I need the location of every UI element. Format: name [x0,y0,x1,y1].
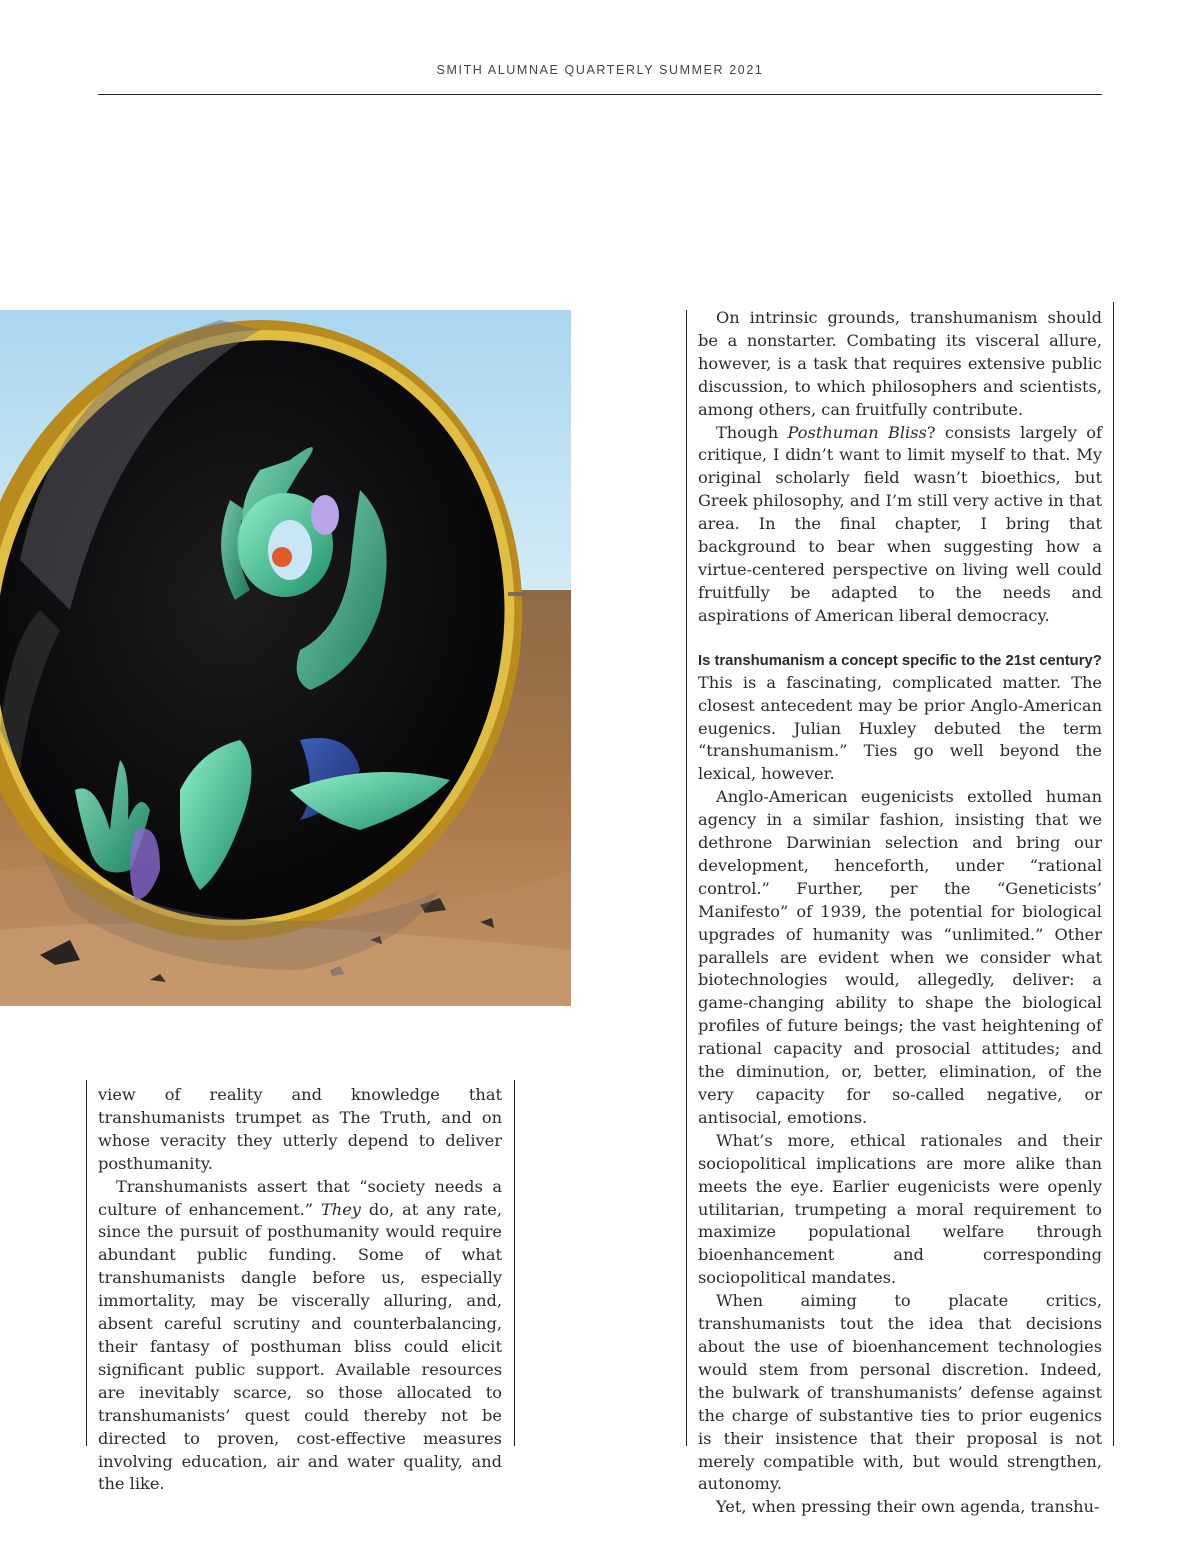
running-header: SMITH ALUMNAE QUARTERLY SUMMER 2021 [436,63,764,77]
paragraph: Transhumanists assert that “society needs a culture of enhancement.” They do, at any rate, since the pursuit of posthumanity would require abundant public funding. Some of what transhumanists dangle before us, especially immortality, may be viscerally alluring, and, absent careful scrutiny and counterbalancing, their fantasy of posthuman bliss could elicit significant public support. Available resources are inevitably scarce, so those allocated to transhumanists’ quest could thereby not be directed to proven, cost-effective measures involving education, air and water quality, and the like. [98,1176,502,1494]
column-rule-left-start [86,1080,87,1446]
paragraph: view of reality and knowledge that transhumanists trumpet as The Truth, and on whose veracity they utterly depend to deliver posthumanity. [98,1085,502,1173]
paragraph: What’s more, ethical rationales and their sociopolitical implications are more alike than meets the eye. Earlier eugenicists were openly utilitarian, trumpeting a moral requirement to maximize populational welfare through bioenhancement and corresponding sociopolitical mandates. [698,1130,1102,1288]
paragraph: This is a fascinating, complicated matter. The closest antecedent may be prior Anglo-American eugenics. Julian Huxley debuted the term “transhumanism.” Ties go well beyond the lexical, however. [698,672,1102,784]
illustration-art [0,310,571,1006]
right-text-column [698,307,1102,1519]
column-rule-right-end [1113,302,1114,1446]
interview-question: Is transhumanism a concept specific to the 21st century? [698,652,1102,669]
left-text-column [98,1084,502,1496]
paragraph: On intrinsic grounds, transhumanism should be a nonstarter. Combating its visceral allure, however, is a task that requires extensive public discussion, to which philosophers and scientists, among others, can fruitfully contribute. [698,308,1102,419]
header-rule [98,94,1102,95]
paragraph: Though Posthuman Bliss? consists largely of critique, I didn’t want to limit myself to that. My original scholarly field wasn’t bioethics, but Greek philosophy, and I’m still very active in that area. In the final chapter, I bring that background to bear when suggesting how a virtue-centered perspective on living well could fruitfully be adapted to the needs and aspirations of American liberal democracy. [698,422,1102,625]
paragraph: Anglo-American eugenicists extolled human agency in a similar fashion, insisting that we dethrone Darwinian selection and bring our development, henceforth, under “rational control.” Further, per the “Geneticists’ Manifesto” of 1939, the potential for biological upgrades of humanity was “unlimited.” Other parallels are evident when we consider what biotechnologies would, allegedly, deliver: a game-changing ability to shape the biological profiles of future beings; the vast heightening of rational capacity and prosocial attitudes; and the diminution, or, better, elimination, of the very capacity for so-called negative, or antisocial, emotions. [698,787,1102,1127]
column-rule-right-start [686,310,687,1446]
illustration-oval-mirror [0,310,571,1006]
paragraph: Yet, when pressing their own agenda, transhu- [716,1497,1100,1517]
column-rule-left-end [514,1080,515,1446]
paragraph: When aiming to placate critics, transhumanists tout the idea that decisions about the use of bioenhancement technologies would stem from personal discretion. Indeed, the bulwark of transhumanists’ defense against the charge of substantive ties to prior eugenics is their insistence that their proposal is not merely compatible with, but would strengthen, autonomy. [698,1291,1102,1494]
